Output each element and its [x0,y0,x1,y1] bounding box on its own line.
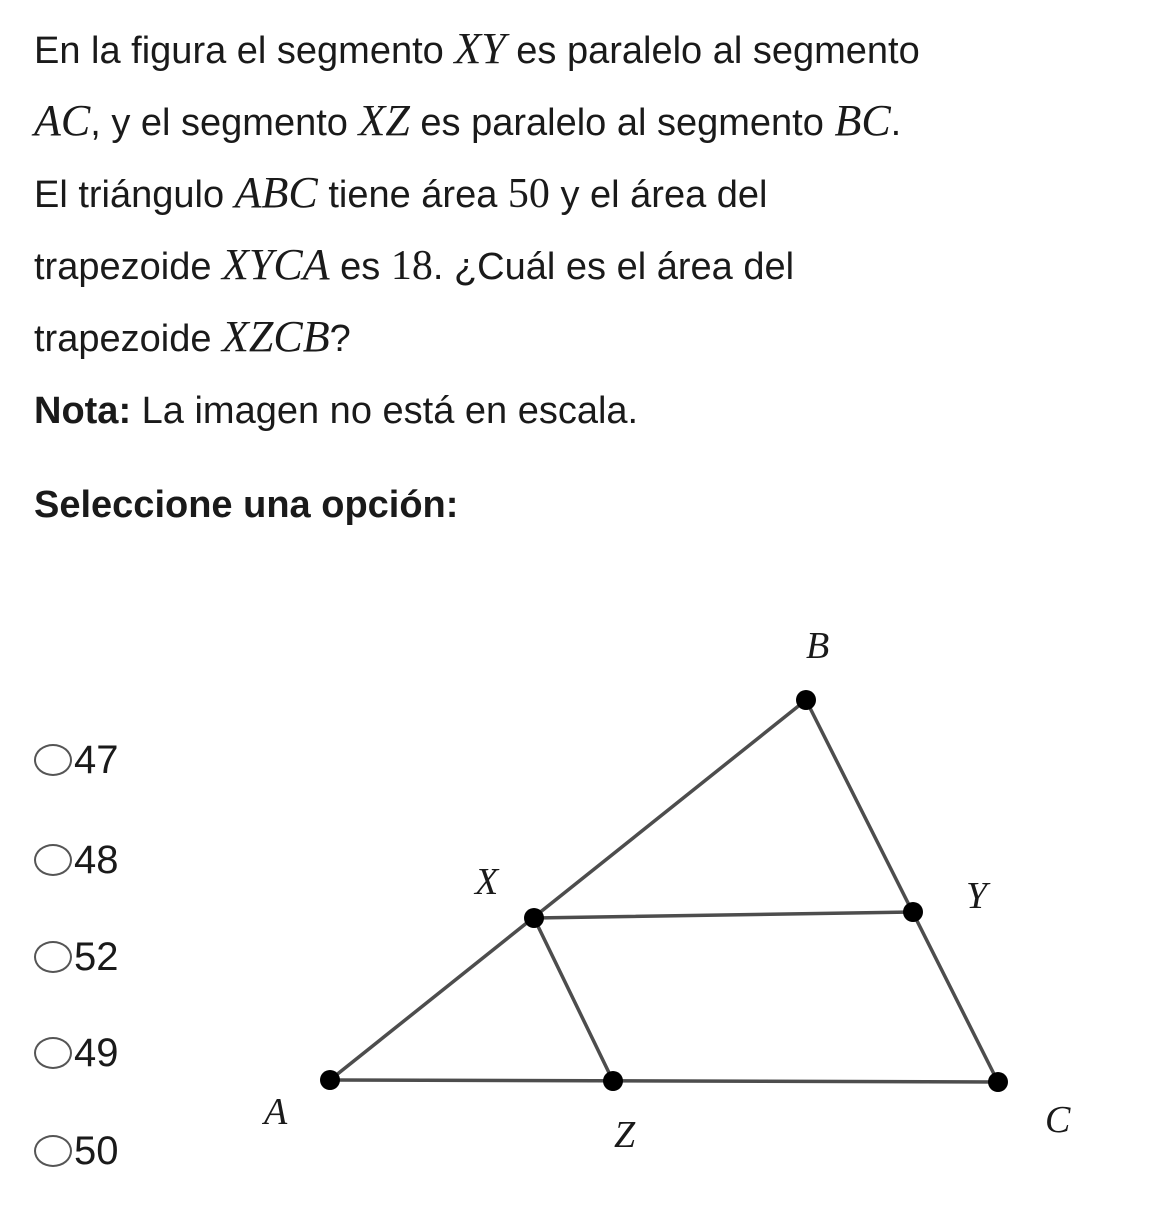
option-48[interactable] [34,840,194,880]
question-line-3 [34,158,1144,230]
radio-button[interactable] [34,844,72,876]
text-fragment: es paralelo al segmento [505,30,920,72]
segment-ab [330,700,806,1080]
option-49[interactable] [34,1033,194,1073]
point-b [796,690,816,710]
segment-ac [330,1080,998,1082]
text-fragment: tiene área [317,174,508,216]
option-47[interactable] [34,740,194,780]
options-list [34,740,194,1231]
math-segment-xy: XY [454,24,506,73]
math-segment-bc: BC [834,96,891,145]
option-52[interactable] [34,937,194,977]
text-fragment: y el área del [549,174,768,216]
math-triangle-abc: ABC [234,168,318,217]
text-fragment: El triángulo [34,174,235,216]
label-b: B [806,625,830,667]
segment-xz [534,918,613,1081]
radio-button[interactable] [34,744,72,776]
question-line-5 [34,302,1144,374]
math-segment-ac: AC [34,96,91,145]
point-y [903,902,923,922]
option-label: 48 [74,838,119,882]
note-label: Nota: [34,390,132,432]
math-trapezoid-xyca: XYCA [222,240,330,289]
text-fragment: es [329,246,391,288]
text-fragment: . [890,102,902,144]
question-text [34,14,1144,374]
note [34,390,638,433]
text-fragment: En la figura el segmento [34,30,455,72]
option-label: 50 [74,1129,119,1173]
option-label: 52 [74,935,119,979]
question-line-2 [34,86,1144,158]
text-fragment: , y el segmento [90,102,359,144]
math-number-50: 50 [507,171,550,217]
point-a [320,1070,340,1090]
label-c: C [1045,1099,1071,1141]
math-number-18: 18 [390,243,433,289]
radio-button[interactable] [34,1135,72,1167]
segment-xy [534,912,913,918]
point-z [603,1071,623,1091]
radio-button[interactable] [34,941,72,973]
text-fragment: es paralelo al segmento [409,102,835,144]
math-segment-xz: XZ [358,96,410,145]
note-text: La imagen no está en escala. [131,390,639,432]
math-trapezoid-xzcb: XZCB [222,312,330,361]
label-a: A [264,1091,288,1133]
label-x: X [475,861,499,903]
option-50[interactable] [34,1131,194,1171]
text-fragment: . ¿Cuál es el área del [432,246,795,288]
label-z: Z [614,1114,636,1156]
text-fragment: trapezoide [34,318,223,360]
radio-button[interactable] [34,1037,72,1069]
text-fragment: trapezoide [34,246,223,288]
text-fragment: ? [329,318,351,360]
point-c [988,1072,1008,1092]
point-x [524,908,544,928]
option-label: 47 [74,738,119,782]
segment-bc [806,700,998,1082]
option-label: 49 [74,1031,119,1075]
select-title: Seleccione una opción: [34,484,459,526]
question-line-1 [34,14,1144,86]
question-line-4 [34,230,1144,302]
label-y: Y [966,875,988,917]
